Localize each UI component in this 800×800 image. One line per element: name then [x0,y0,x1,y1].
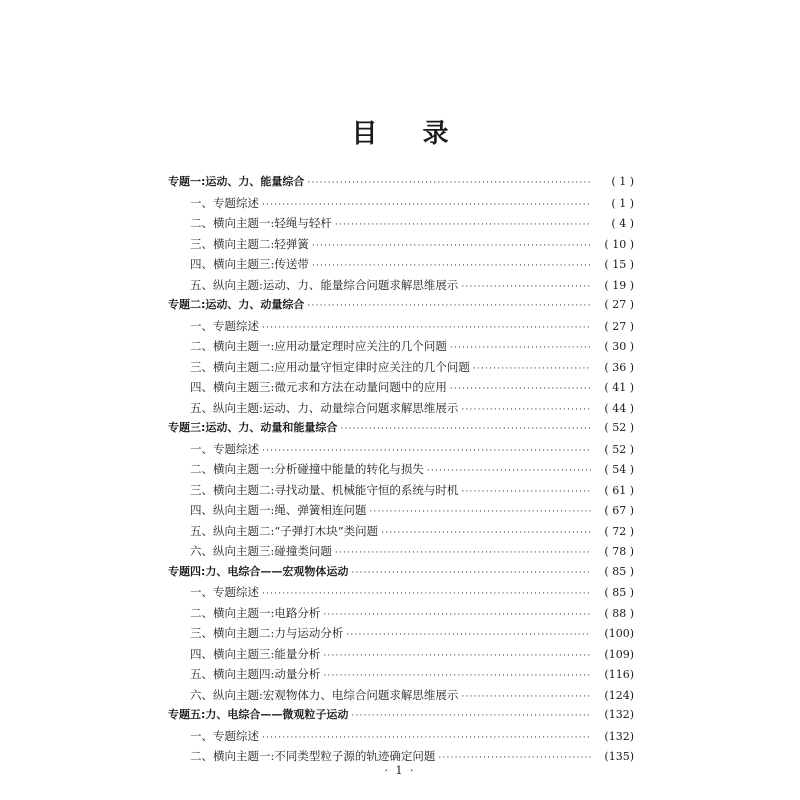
toc-entry-title: 四、横向主题三:能量分析 [190,646,321,661]
toc-entry-title: 专题二:运动、力、动量综合 [168,298,305,311]
toc-entry-title: 三、横向主题二:轻弹簧 [190,236,309,251]
toc-entry-page-number: ( 27 ) [604,298,634,311]
toc-entry-page-number: ( 52 ) [604,421,634,434]
toc-entry-title: 一、专题综述 [190,195,259,210]
toc-entry-title: 四、横向主题三:微元求和方法在动量问题中的应用 [190,380,447,394]
toc-entry-page-number: (109) [604,647,634,661]
toc-entry-page-number: ( 1 ) [611,196,634,210]
toc-entry-page-number: ( 85 ) [604,564,634,578]
toc-entry-title: 一、专题综述 [190,441,259,456]
dot-leader [312,256,591,277]
dot-leader [335,215,591,236]
toc-entry-title: 三、横向主题二:应用动量守恒定律时应关注的几个问题 [190,359,470,374]
toc-entry-page-number: ( 67 ) [604,504,634,517]
toc-section-entry [168,459,634,480]
toc-entry-page-number: (135) [604,750,634,763]
page-title: 目 录 [351,119,467,149]
dot-leader [461,277,591,298]
toc-chapter-entry [168,705,634,726]
toc-section-entry [168,193,634,214]
toc-entry-page-number: ( 1 ) [611,175,634,188]
toc-entry-page-number: (124) [604,688,634,702]
toc-section-entry [168,275,634,296]
dot-leader [262,728,591,749]
toc-entry-title: 二、横向主题一:分析碰撞中能量的转化与损失 [190,462,424,476]
toc-section-entry [168,377,634,398]
toc-entry-title: 四、纵向主题一:绳、弹簧相连问题 [190,503,367,517]
dot-leader [450,338,591,359]
dot-leader [427,461,591,482]
dot-leader [262,318,591,339]
toc-section-entry [168,603,634,624]
toc-section-entry [168,254,634,275]
toc-entry-title: 五、纵向主题:运动、力、能量综合问题求解思维展示 [190,277,459,292]
toc-entry-page-number: ( 4 ) [611,217,634,230]
toc-entry-page-number: ( 15 ) [604,258,634,271]
toc-entry-page-number: ( 54 ) [604,463,634,476]
dot-leader [473,359,591,380]
toc-entry-title: 五、横向主题四:动量分析 [190,667,321,681]
toc-chapter-entry [168,172,634,193]
dot-leader [450,379,591,400]
table-of-contents [168,172,634,767]
toc-section-entry [168,521,634,542]
toc-entry-title: 一、专题综述 [190,585,259,599]
toc-entry-page-number: ( 41 ) [604,381,634,394]
dot-leader [346,625,591,646]
toc-entry-page-number: (100) [604,627,634,640]
toc-entry-title: 六、纵向主题:宏观物体力、电综合问题求解思维展示 [190,687,459,702]
toc-entry-title: 一、专题综述 [190,728,259,743]
toc-entry-title: 二、横向主题一:电路分析 [190,605,321,620]
dot-leader [461,400,591,421]
toc-section-entry [168,664,634,685]
toc-chapter-entry [168,295,634,316]
toc-section-entry [168,726,634,747]
toc-entry-title: 五、纵向主题:运动、力、动量综合问题求解思维展示 [190,400,459,415]
toc-chapter-entry [168,418,634,439]
toc-section-entry [168,500,634,521]
dot-leader [262,195,591,216]
toc-entry-page-number: (132) [604,708,634,721]
toc-entry-page-number: ( 85 ) [604,586,634,599]
toc-entry-title: 六、纵向主题三:碰撞类问题 [190,544,332,558]
dot-leader [307,296,591,317]
toc-entry-title: 专题五:力、电综合——微观粒子运动 [168,708,349,721]
toc-section-entry [168,316,634,337]
toc-section-entry [168,582,634,603]
toc-entry-page-number: ( 44 ) [604,401,634,415]
toc-entry-page-number: (132) [604,729,634,743]
dot-leader [323,666,591,687]
toc-section-entry [168,623,634,644]
toc-entry-page-number: ( 52 ) [604,442,634,456]
toc-entry-page-number: ( 61 ) [604,483,634,497]
toc-entry-page-number: ( 19 ) [604,278,634,292]
toc-entry-title: 五、纵向主题二:“子弹打木块”类问题 [190,523,379,538]
dot-leader [381,523,591,544]
toc-section-entry [168,357,634,378]
toc-entry-title: 专题一:运动、力、能量综合 [168,175,305,188]
dot-leader [323,646,591,667]
toc-entry-page-number: (116) [604,668,634,681]
toc-entry-page-number: ( 88 ) [604,606,634,620]
toc-entry-page-number: ( 27 ) [604,319,634,333]
dot-leader [369,502,591,523]
toc-section-entry [168,439,634,460]
toc-entry-page-number: ( 36 ) [604,360,634,374]
dot-leader [307,173,591,194]
toc-section-entry [168,213,634,234]
dot-leader [262,584,591,605]
toc-entry-page-number: ( 78 ) [604,545,634,558]
dot-leader [312,236,591,257]
toc-chapter-entry [168,562,634,583]
dot-leader [461,687,591,708]
toc-entry-page-number: ( 72 ) [604,524,634,538]
dot-leader [461,482,591,503]
toc-section-entry [168,398,634,419]
dot-leader [323,605,591,626]
dot-leader [262,441,591,462]
toc-section-entry [168,685,634,706]
dot-leader [340,419,591,440]
toc-entry-page-number: ( 10 ) [604,237,634,251]
toc-entry-title: 一、专题综述 [190,318,259,333]
toc-section-entry [168,480,634,501]
dot-leader [335,543,591,564]
toc-entry-title: 二、横向主题一:不同类型粒子源的轨迹确定问题 [190,749,436,763]
toc-entry-title: 二、横向主题一:应用动量定理时应关注的几个问题 [190,339,447,353]
toc-entry-title: 四、横向主题三:传送带 [190,257,309,271]
toc-entry-title: 专题三:运动、力、动量和能量综合 [168,421,338,434]
dot-leader [351,563,591,584]
toc-entry-title: 三、横向主题二:寻找动量、机械能守恒的系统与时机 [190,482,459,497]
toc-entry-page-number: ( 30 ) [604,340,634,353]
toc-section-entry [168,336,634,357]
toc-entry-title: 三、横向主题二:力与运动分析 [190,626,344,640]
toc-section-entry [168,541,634,562]
toc-entry-title: 二、横向主题一:轻绳与轻杆 [190,216,332,230]
toc-section-entry [168,234,634,255]
page-number: · 1 · [384,764,416,777]
dot-leader [351,706,591,727]
toc-section-entry [168,644,634,665]
toc-entry-title: 专题四:力、电综合——宏观物体运动 [168,564,349,578]
